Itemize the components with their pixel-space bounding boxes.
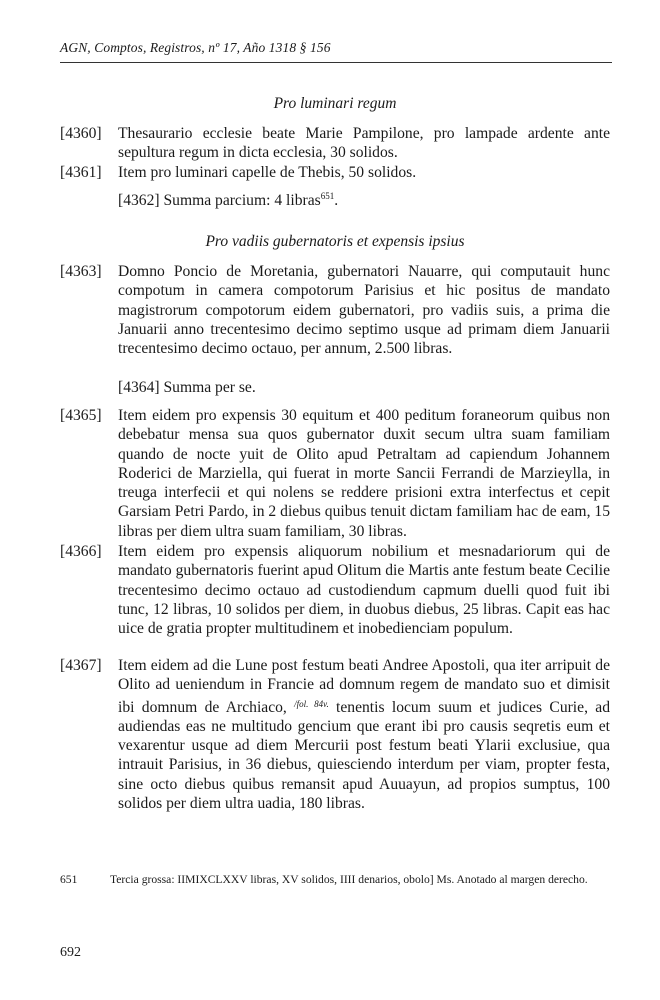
entry-text-part: tenentis locum suum et judices Curie, ad audiendas eas ne multitudo gencium que erant ibi pro causis seqretis eum et vexarentur usque ad diem Mercurii post festum beati Ylarii exclusiue, qua intrauit Parisius, in 36 diebus, quiesciendo interdum per viam, propter festa, sine octo diebus quibus remansit apud Auuayun, ad propios sumptus, 100 solidos per diem ultra uadia, 180 libras.: [118, 698, 611, 813]
entry-number: [4360]: [60, 125, 102, 142]
footnote-ref: 651: [320, 191, 335, 201]
entry-text: Item eidem pro expensis 30 equitum et 400 peditum foraneorum quibus non debebatur mensa sua quos gubernator duxit secum ultra suam familiam quando de nocte yuit de Olito apud Petraltam ad capiendum Johannem Roderici de Marziella, qui fuerat in morte Sancii Ferrandi de Marzieylla, in treuga interfecii et qui nolens se reddere prisioni extra interfectus et cepit Garsiam Petri Pardo, in 2 diebus quibus tenuit dictam familiam hac de eam, 15 libras per diem ultra suam familiam, 30 libras.: [118, 407, 610, 540]
entry-text: Domno Poncio de Moretania, gubernatori Nauarre, qui computauit hunc compotum in camera compotorum Parisius et hic positus de mandato magistrorum compotorum eidem gubernatori, pro vadiis suis, a prima die Januarii anno trecentesimo decimo septimo usque ad primam diem Januarii trecentesimo decimo octauo, per annum, 2.500 libras.: [118, 263, 610, 358]
entry-4366: [60, 542, 610, 638]
entry-4360: [60, 124, 610, 163]
folio-marker: /fol. 84v.: [294, 698, 329, 709]
entry-number: [4367]: [60, 657, 102, 674]
entry-number: [4363]: [60, 263, 102, 280]
entry-4363: [60, 262, 610, 358]
entry-4365: [60, 406, 610, 541]
running-head: AGN, Comptos, Registros, nº 17, Año 1318 § 156: [60, 40, 331, 55]
entry-text: Thesaurario ecclesie beate Marie Pampilone, pro lampade ardente ante sepultura regum in dicta ecclesia, 30 solidos.: [118, 125, 610, 162]
entry-number: [4365]: [60, 407, 102, 424]
entry-text: Item eidem pro expensis aliquorum nobilium et mesnadariorum qui de mandato gubernatoris fuerint apud Olitum die Martis ante festum beate Cecilie trecentesimo decimo octauo ad custodiendum capmum duelli quod fuit ibi tunc, 12 libras, 10 solidos per diem, in duobus diebus, 25 libras. Capit eas hac uice de gratia propter multitudinem et inobedienciam populum.: [118, 543, 610, 638]
footnote-text: Tercia grossa: IIMIXCLXXV libras, XV solidos, IIII denarios, obolo] Ms. Anotado al margen derecho.: [110, 873, 588, 886]
page-number: 692: [60, 945, 81, 960]
footnote-number: 651: [60, 873, 78, 886]
header-rule: [60, 62, 612, 63]
entry-4361: [60, 163, 610, 182]
entry-number: [4361]: [60, 164, 102, 181]
entry-number: [4366]: [60, 543, 102, 560]
section-title: Pro vadiis gubernatoris et expensis ipsius: [205, 233, 465, 250]
entry-text: [118, 656, 610, 813]
entry-text-part: Item eidem ad die Lune post festum beati Andree Apostoli, qua iter arripuit de Olito ad ueniendum in Francie ad domnum regem de mandato suo et dimisit ibi domnum de Archiaco,: [118, 657, 610, 716]
summa-4364: [4364] Summa per se.: [118, 379, 256, 396]
entry-text: Item pro luminari capelle de Thebis, 50 solidos.: [118, 164, 417, 181]
summa-text: [4362] Summa parcium: 4 libras: [118, 192, 321, 209]
footnote: [60, 872, 610, 888]
summa-tail: .: [334, 192, 339, 209]
summa-4362: [118, 191, 338, 210]
section-title: Pro luminari regum: [273, 95, 397, 112]
entry-4367: [60, 656, 610, 813]
